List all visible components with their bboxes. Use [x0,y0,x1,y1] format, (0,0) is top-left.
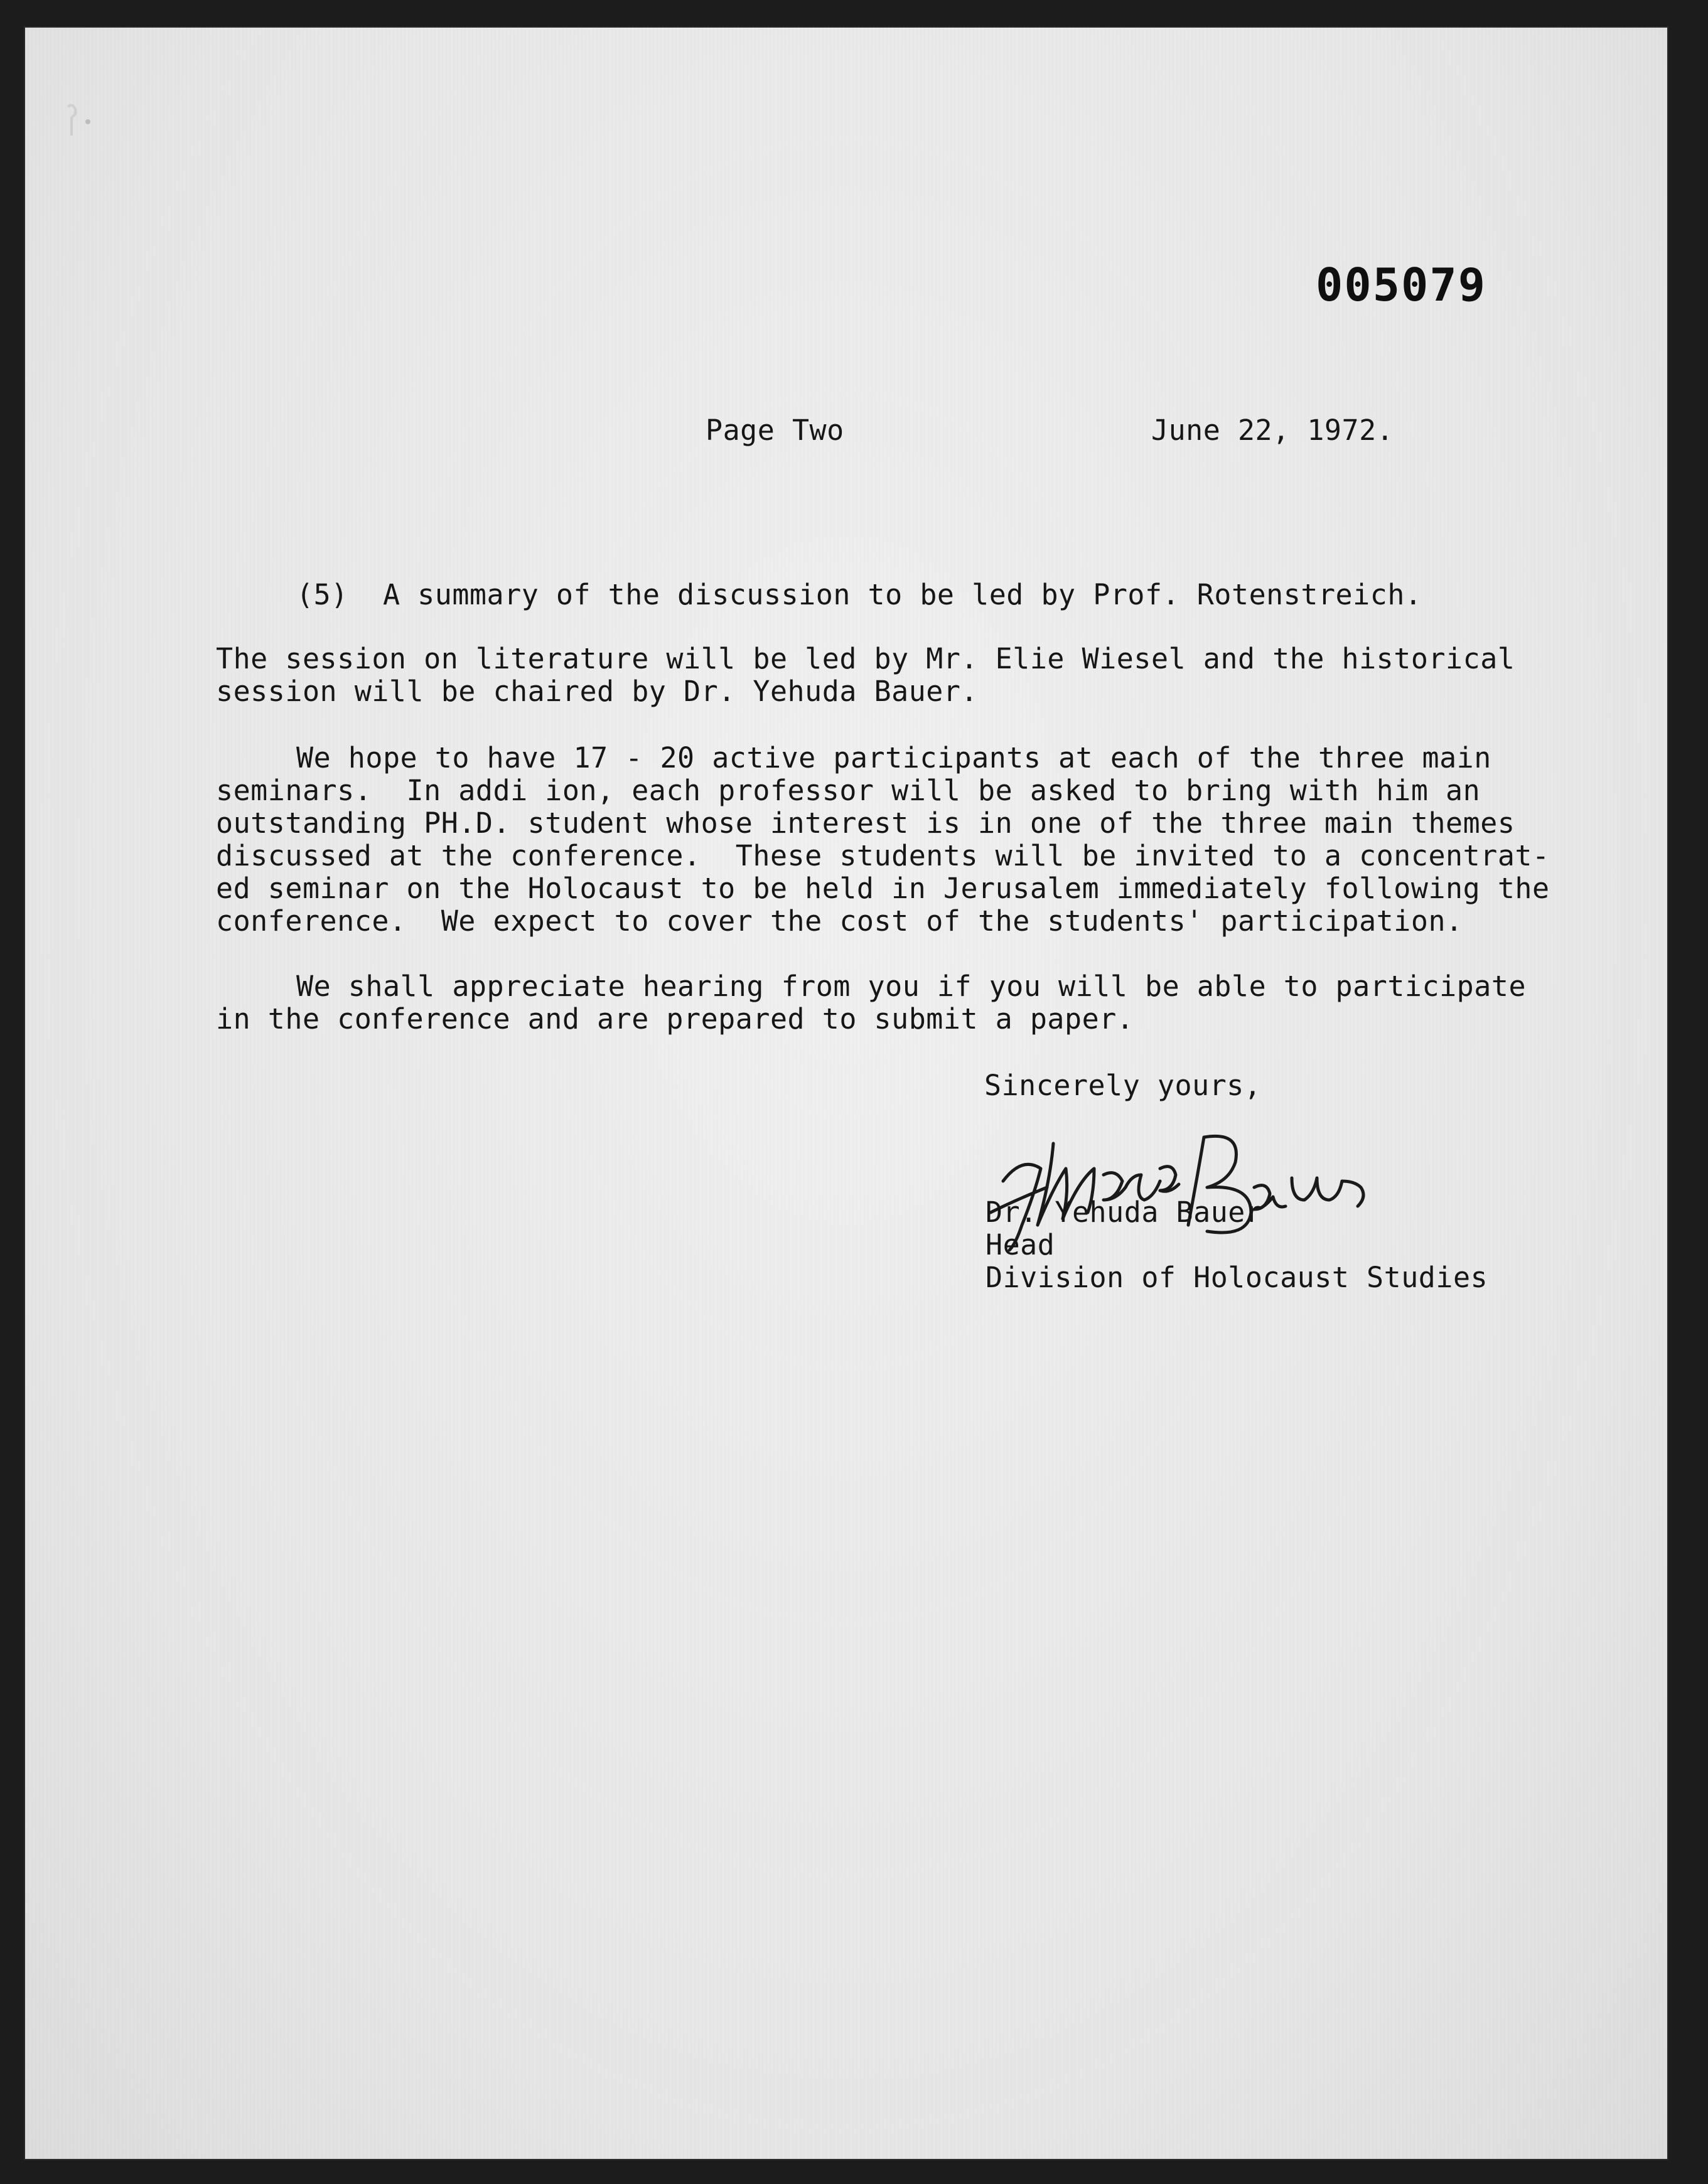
paragraph-2-line-1: We hope to have 17 - 20 active participants at each of the three main [296,741,1491,774]
signer-division: Division of Holocaust Studies [986,1261,1488,1294]
signer-name: Dr. Yehuda Bauer [986,1196,1263,1229]
paragraph-2-line-5: ed seminar on the Holocaust to be held in Jerusalem immediately following the [216,872,1550,905]
page-label: Page Two [706,414,844,447]
letter-date: June 22, 1972. [1151,414,1394,447]
paragraph-2-line-3: outstanding PH.D. student whose interest is in one of the three main themes [216,806,1515,840]
signer-title: Head [986,1228,1055,1261]
paragraph-1-line-2: session will be chaired by Dr. Yehuda Bauer. [216,675,979,708]
letter-page [24,26,1668,2160]
paragraph-2-line-6: conference. We expect to cover the cost of the students' participation. [216,904,1463,938]
closing: Sincerely yours, [984,1069,1262,1102]
paragraph-2-line-4: discussed at the conference. These students will be invited to a concentrat- [216,839,1550,872]
paragraph-1-line-1: The session on literature will be led by Mr. Elie Wiesel and the historical [216,642,1515,675]
paper-blemish [60,100,98,151]
paragraph-2-line-2: seminars. In addi ion, each professor will be asked to bring with him an [216,774,1481,807]
paragraph-3-line-1: We shall appreciate hearing from you if you will be able to participate [296,970,1527,1003]
item-5: (5) A summary of the discussion to be led by Prof. Rotenstreich. [296,578,1422,611]
paragraph-3-line-2: in the conference and are prepared to submit a paper. [216,1002,1134,1036]
document-number-stamp: 005079 [1316,259,1487,311]
